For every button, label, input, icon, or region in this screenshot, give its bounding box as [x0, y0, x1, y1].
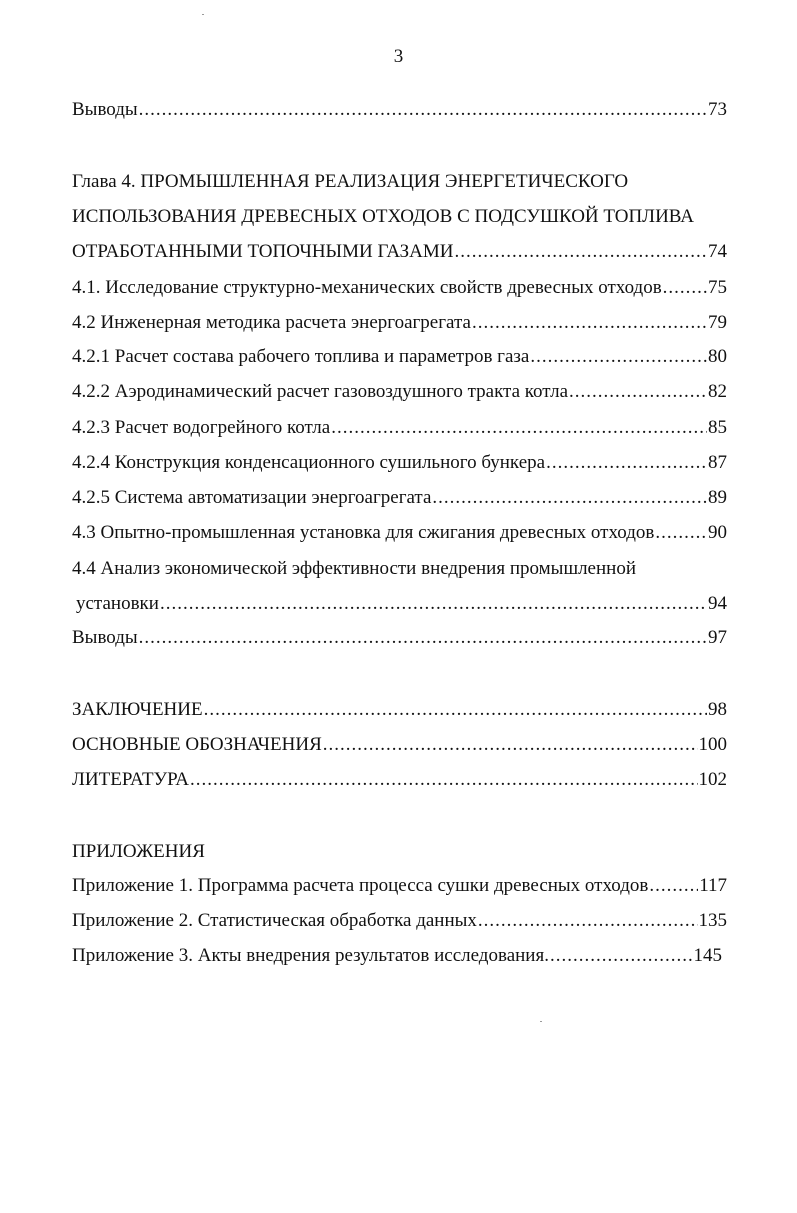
toc-entry-4-2-5 [72, 486, 727, 510]
toc-entry-4-4-line1: 4.4 Анализ экономической эффективности внедрения промышленной [72, 558, 636, 579]
toc-entry-label: 4.3 Опытно-промышленная установка для сжигания древесных отходов [72, 522, 655, 543]
toc-entry-page: 94 [708, 593, 727, 614]
toc-entry-label: 4.2.5 Система автоматизации энергоагрегата [72, 487, 432, 508]
dot-leader [530, 345, 707, 369]
dot-leader [204, 698, 707, 722]
toc-entry-label: Выводы [72, 99, 138, 120]
toc-entry-conclusion [72, 698, 727, 722]
toc-entry-page: 90 [708, 522, 727, 543]
chapter4-title-line2: ИСПОЛЬЗОВАНИЯ ДРЕВЕСНЫХ ОТХОДОВ С ПОДСУШКОЙ ТОПЛИВА [72, 206, 694, 227]
dot-leader [569, 380, 707, 404]
toc-entry-label: ОСНОВНЫЕ ОБОЗНАЧЕНИЯ [72, 734, 322, 755]
dot-leader [649, 874, 698, 898]
dot-leader [139, 98, 707, 122]
toc-entry-appendix-2 [72, 909, 727, 933]
toc-entry-label: Приложение 1. Программа расчета процесса сушки древесных отходов [72, 875, 649, 896]
appendices-heading: ПРИЛОЖЕНИЯ [72, 841, 205, 862]
toc-entry-page: 75 [708, 277, 727, 298]
toc-entry-page: 117 [699, 875, 727, 896]
toc-entry-label: 4.2.2 Аэродинамический расчет газовоздушного тракта котла [72, 381, 569, 402]
dot-leader [478, 909, 698, 933]
dot-leader [546, 451, 707, 475]
toc-entry-4-4 [76, 592, 727, 616]
toc-entry-page: 85 [708, 417, 727, 438]
toc-entry-page: 98 [708, 699, 727, 720]
toc-entry-appendix-1 [72, 874, 727, 898]
toc-entry-page: 79 [708, 312, 727, 333]
toc-entry-page: 102 [698, 769, 727, 790]
scan-speck [202, 14, 204, 15]
toc-entry-page: 87 [708, 452, 727, 473]
toc-entry-literature [72, 768, 727, 792]
toc-entry-label: ЛИТЕРАТУРА [72, 769, 189, 790]
toc-entry-label: 4.2.1 Расчет состава рабочего топлива и параметров газа [72, 346, 530, 367]
toc-entry-page: 82 [708, 381, 727, 402]
dot-leader [472, 311, 707, 335]
toc-entry-label: 4.1. Исследование структурно-механических свойств древесных отходов [72, 277, 662, 298]
toc-entry-4-1 [72, 276, 727, 300]
dot-leader [655, 521, 707, 545]
toc-entry-page: 100 [698, 734, 727, 755]
toc-entry-page: 145 [693, 945, 722, 966]
dot-leader [331, 416, 707, 440]
toc-entry-label: Выводы [72, 627, 138, 648]
chapter4-title-line3: ОТРАБОТАННЫМИ ТОПОЧНЫМИ ГАЗАМИ [72, 241, 454, 262]
dot-leader [160, 592, 707, 616]
toc-entry-label: Приложение 2. Статистическая обработка данных [72, 910, 477, 931]
toc-entry-4-2-3 [72, 416, 727, 440]
toc-entry-4-2-1 [72, 345, 727, 369]
dot-leader [663, 276, 707, 300]
toc-entry-page: 73 [708, 99, 727, 120]
dot-leader [139, 626, 707, 650]
toc-entry-page: 89 [708, 487, 727, 508]
toc-entry-chapter4 [72, 240, 727, 264]
chapter4-title-line1: Глава 4. ПРОМЫШЛЕННАЯ РЕАЛИЗАЦИЯ ЭНЕРГЕТИЧЕСКОГО [72, 171, 629, 192]
toc-entry-4-2 [72, 311, 727, 335]
toc-entry-4-3 [72, 521, 727, 545]
dot-leader [323, 733, 698, 757]
toc-entry-label: установки [76, 593, 159, 614]
toc-entry-label: 4.2.3 Расчет водогрейного котла [72, 417, 331, 438]
toc-entry-notation [72, 733, 727, 757]
page-number: 3 [393, 46, 404, 67]
scan-speck [540, 1021, 542, 1022]
toc-entry-label: Приложение 3. Акты внедрения результатов исследования. [72, 945, 549, 966]
toc-entry-page: 80 [708, 346, 727, 367]
toc-entry-page: 135 [698, 910, 727, 931]
dot-leader [190, 768, 698, 792]
dot-leader [455, 240, 707, 264]
dot-leader [550, 944, 693, 968]
toc-entry-page: 97 [708, 627, 727, 648]
toc-entry-4-2-4 [72, 451, 727, 475]
toc-entry-conclusions-ch4 [72, 626, 727, 650]
toc-entry-conclusions-ch3 [72, 98, 727, 122]
toc-entry-4-2-2 [72, 380, 727, 404]
toc-entry-label: ЗАКЛЮЧЕНИЕ [72, 699, 203, 720]
toc-entry-label: 4.2.4 Конструкция конденсационного сушильного бункера [72, 452, 546, 473]
toc-entry-appendix-3 [72, 944, 722, 968]
toc-entry-page: 74 [708, 241, 727, 262]
dot-leader [432, 486, 707, 510]
toc-entry-label: 4.2 Инженерная методика расчета энергоагрегата [72, 312, 471, 333]
